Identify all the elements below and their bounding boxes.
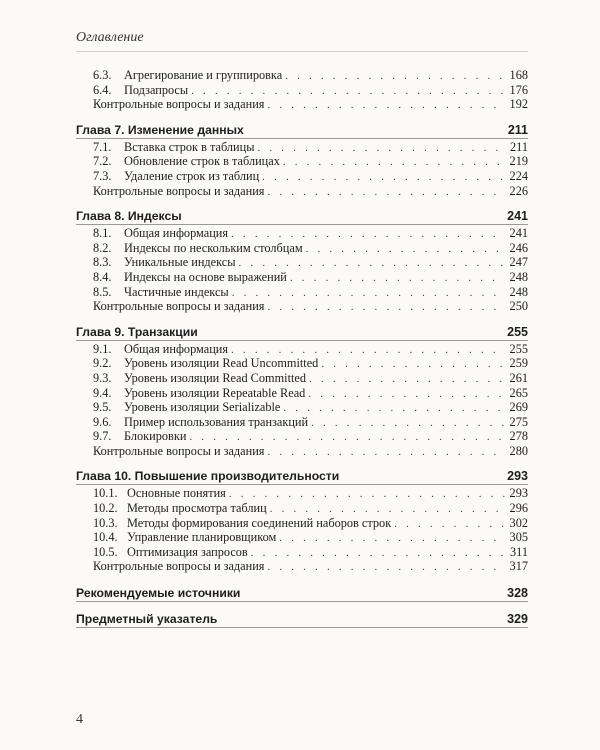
toc-entry [76,285,528,300]
chapter-page: 255 [507,324,528,339]
section-number: 10.2. [93,501,118,516]
dot-leader [267,300,505,315]
section-title: Уровень изоляции Read Uncommitted [124,356,319,371]
section-page: 317 [509,559,528,574]
dot-leader [394,517,505,532]
dot-leader [285,69,505,84]
section-number: 10.3. [93,515,118,530]
section-title: Вставка строк в таблицы [124,139,255,154]
dot-leader [283,155,505,170]
dot-leader [306,242,505,257]
toc-entry [76,68,528,83]
dot-leader [267,560,505,575]
header-rule [76,51,528,52]
toc-entry [76,559,528,574]
section-page: 280 [509,443,528,458]
dot-leader [257,141,505,156]
toc-entry [76,400,528,415]
section-page: 192 [509,97,528,112]
chapter-page: 241 [507,209,528,224]
toc-entry [76,516,528,531]
section-page: 278 [509,429,528,444]
section-title: Пример использования транзакций [124,414,309,429]
toc-entry [76,184,528,199]
section-page: 275 [509,414,528,429]
dot-leader [309,372,505,387]
chapter-page: 293 [507,469,528,484]
section-number: 8.1. [93,226,112,241]
section-page: 265 [509,385,528,400]
section-number: 8.2. [93,240,112,255]
toc-entry [76,270,528,285]
section-title: Контрольные вопросы и задания [93,559,265,574]
section-page: 247 [509,255,528,270]
section-number: 9.3. [93,370,112,385]
section-number: 9.6. [93,414,112,429]
toc-entry [76,299,528,314]
section-page: 311 [510,544,528,559]
section-page: 241 [509,226,528,241]
toc-entry [76,140,528,155]
back-matter-title: Предметный указатель [76,612,218,627]
dot-leader [267,445,505,460]
toc-entry [76,545,528,560]
section-page: 250 [509,299,528,314]
dot-leader [229,487,505,502]
section-number: 7.2. [93,154,112,169]
section-number: 6.3. [93,68,112,82]
dot-leader [239,256,505,271]
dot-leader [191,84,505,99]
dot-leader [232,286,505,301]
section-title: Контрольные вопросы и задания [93,443,265,458]
toc-entry [76,530,528,545]
toc-entry [76,154,528,169]
chapter-heading [76,324,528,341]
table-of-contents [76,68,528,628]
chapter-title: Глава 9. Транзакции [76,324,198,339]
dot-leader [308,387,505,402]
section-number: 9.7. [93,429,112,444]
chapter-title: Глава 10. Повышение производительности [76,469,340,484]
section-page: 176 [509,82,528,97]
section-title: Уровень изоляции Serializable [124,400,281,415]
chapter-heading [76,208,528,225]
section-title: Общая информация [124,341,229,356]
section-number: 10.1. [93,486,118,501]
section-title: Индексы по нескольким столбцам [124,240,303,255]
dot-leader [283,401,505,416]
toc-entry [76,501,528,516]
dot-leader [251,546,505,561]
dot-leader [231,227,505,242]
section-title: Агрегирование и группировка [124,68,283,82]
toc-entry [76,83,528,98]
section-title: Методы формирования соединений наборов строк [127,515,392,530]
toc-entry [76,169,528,184]
section-page: 302 [509,515,528,530]
toc-entry [76,97,528,112]
page-number: 4 [76,712,83,727]
chapter-title: Глава 7. Изменение данных [76,122,244,137]
section-number: 10.4. [93,530,118,545]
section-page: 296 [509,501,528,516]
section-page: 211 [510,139,528,154]
chapter-heading [76,122,528,139]
section-title: Контрольные вопросы и задания [93,183,265,198]
back-matter-heading [76,585,528,602]
toc-entry [76,371,528,386]
section-page: 248 [509,284,528,299]
back-matter-heading [76,611,528,628]
section-title: Блокировки [124,429,187,444]
dot-leader [267,98,505,113]
toc-entry [76,429,528,444]
section-title: Оптимизация запросов [127,544,248,559]
dot-leader [262,170,505,185]
section-title: Методы просмотра таблиц [127,501,267,516]
section-page: 255 [509,341,528,356]
section-number: 8.5. [93,284,112,299]
toc-entry [76,356,528,371]
section-number: 7.3. [93,168,112,183]
section-title: Частичные индексы [124,284,229,299]
chapter-page: 211 [507,122,528,137]
dot-leader [231,343,505,358]
section-title: Управление планировщиком [127,530,277,545]
section-page: 246 [509,240,528,255]
section-page: 269 [509,400,528,415]
chapter-heading [76,468,528,485]
section-title: Подзапросы [124,82,189,97]
toc-entry [76,255,528,270]
section-page: 224 [509,168,528,183]
section-number: 9.5. [93,400,112,415]
section-page: 293 [509,486,528,501]
section-title: Основные понятия [127,486,226,501]
section-number: 10.5. [93,544,118,559]
back-matter-page: 328 [507,586,528,601]
section-page: 226 [509,183,528,198]
toc-entry [76,444,528,459]
section-title: Общая информация [124,226,229,241]
section-number: 8.3. [93,255,112,270]
section-page: 305 [509,530,528,545]
section-title: Уровень изоляции Read Committed [124,370,307,385]
section-number: 7.1. [93,139,112,154]
back-matter-page: 329 [507,612,528,627]
running-header: Оглавление [76,30,144,45]
section-title: Удаление строк из таблиц [124,168,260,183]
toc-entry [76,386,528,401]
toc-entry [76,486,528,501]
section-title: Индексы на основе выражений [124,269,287,284]
back-matter-title: Рекомендуемые источники [76,586,241,601]
dot-leader [290,271,505,286]
section-page: 259 [509,356,528,371]
section-number: 8.4. [93,269,112,284]
dot-leader [189,430,505,445]
section-title: Контрольные вопросы и задания [93,299,265,314]
toc-entry [76,226,528,241]
section-page: 168 [509,68,528,82]
toc-entry [76,342,528,357]
section-number: 9.4. [93,385,112,400]
section-number: 9.1. [93,341,112,356]
section-title: Контрольные вопросы и задания [93,97,265,112]
chapter-title: Глава 8. Индексы [76,209,182,224]
dot-leader [311,416,505,431]
section-page: 261 [509,370,528,385]
section-title: Уровень изоляции Repeatable Read [124,385,306,400]
dot-leader [267,185,505,200]
section-title: Обновление строк в таблицах [124,154,280,169]
toc-entry [76,241,528,256]
section-title: Уникальные индексы [124,255,236,270]
section-number: 9.2. [93,356,112,371]
section-number: 6.4. [93,82,112,97]
toc-entry [76,415,528,430]
dot-leader [270,502,505,517]
section-page: 219 [509,154,528,169]
dot-leader [279,531,505,546]
section-page: 248 [509,269,528,284]
dot-leader [321,357,505,372]
